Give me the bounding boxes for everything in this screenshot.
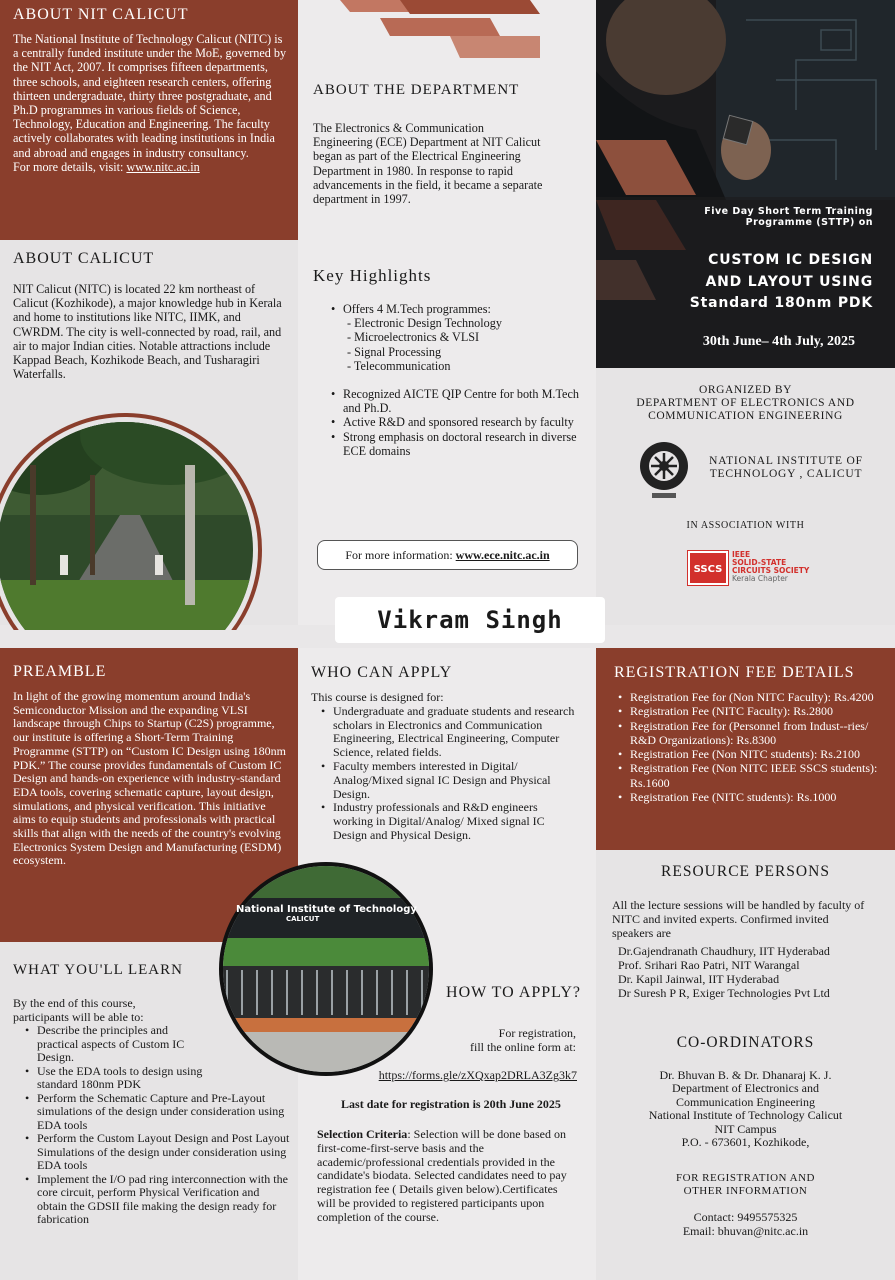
- more-info-label: For more information:: [345, 548, 453, 562]
- contact-details: [596, 1210, 895, 1238]
- preamble-title: PREAMBLE: [13, 663, 107, 680]
- who-intro: This course is designed for:: [311, 690, 444, 704]
- programme-item: - Telecommunication: [347, 358, 451, 373]
- about-calicut-body: NIT Calicut (NITC) is located 22 km northeast of Calicut (Kozhikode), a major knowledge hub in Kerala and home to institutions like NITC, IIMK, and CWRDM. The city is well-connected by road, rail, and air to major Indian cities. Notable attractions include Kappad Beach, Kozhikode Beach, and Tusharagiri Waterfalls.: [13, 282, 282, 382]
- who-item: • Industry professionals and R&D engineers working in Digital/Analog/ Mixed signal IC Design and Physical Design.: [317, 801, 557, 842]
- selection-criteria: Selection Criteria: Selection will be done based on first-come-first-serve basis and the academic/professional credentials provided in the candidate's biodata. Selected candidates need to pay registration fee ( Details given below).Certificates will be provided to registered participants upon completion of the course.: [317, 1127, 567, 1224]
- who-list: [317, 705, 591, 843]
- about-nit-more-label: For more details, visit:: [13, 159, 124, 174]
- who-item: • Faculty members interested in Digital/ Analog/Mixed signal IC Design and Physical Design.: [317, 760, 552, 801]
- registration-form-link[interactable]: https://forms.gle/zXQxap2DRLA3Zg3k7: [378, 1068, 577, 1082]
- fee-item: • Registration Fee for (Non NITC Faculty): Rs.4200: [614, 690, 887, 704]
- highlights-list: [327, 302, 583, 458]
- learn-item: • Perform the Custom Layout Design and Post Layout Simulations of the design under consideration using EDA tools: [21, 1132, 291, 1173]
- campus-sign-text: National Institute of Technology CALICUT: [236, 904, 417, 923]
- highlight-item: • Recognized AICTE QIP Centre for both M.Tech and Ph.D.: [327, 387, 583, 415]
- highlights-block: [313, 266, 583, 458]
- about-nit-body: The National Institute of Technology Calicut (NITC) is a centrally funded institute under the MoE, governed by the NIT Act, 2007. It comprises fifteen departments, three schools, and eighteen research centers, offering thirteen undergraduate, thirty three postgraduate, and Ph.D programmes in various fields of Science, Technology, Education and Engineering. The faculty actively collaborates with leading institutions in India and abroad and engages in industry consultancy.: [13, 32, 287, 160]
- registration-info-label: FOR REGISTRATION AND OTHER INFORMATION: [676, 1171, 815, 1197]
- learn-item: • Implement the I/O pad ring interconnection with the core circuit, perform Physical Verification and obtain the GDSII file making the design ready for fabrication: [21, 1173, 291, 1227]
- fee-item: • Registration Fee (Non NITC IEEE SSCS students): Rs.1600: [614, 761, 887, 790]
- programme-list: [343, 316, 583, 373]
- speaker-item: Dr. Kapil Jainwal, IIT Hyderabad: [618, 971, 780, 986]
- name-banner: Vikram Singh: [335, 597, 605, 643]
- fee-item: • Registration Fee (Non NITC students): Rs.2100: [614, 747, 887, 761]
- preamble-body: In light of the growing momentum around India's Semiconductor Mission and the expanding VLSI landscape through Chips to Startup (C2S) programme, our institute is offering a Short-Term Training Programme (STTP) on “Custom IC Design using 180nm PDK.” The course provides fundamentals of Custom IC Design and hands-on experience with industry-standard EDA tools, covering schematic capture, layout design, simulations, and physical verification. This initiative aims to equip students and professionals with practical skills that align with the needs of the country's evolving Electronics System Design and Manufacturing (ESDM) ecosystem.: [13, 689, 286, 868]
- programme-item: - Electronic Design Technology: [347, 316, 502, 331]
- organizer-panel: [596, 368, 895, 625]
- programme-item: - Signal Processing: [347, 344, 442, 359]
- nit-name: NATIONAL INSTITUTE OF TECHNOLOGY , CALICUT: [709, 455, 863, 480]
- about-calicut-title: ABOUT CALICUT: [13, 250, 155, 267]
- about-nit-title: ABOUT NIT CALICUT: [13, 6, 189, 23]
- fee-item: • Registration Fee (NITC Faculty): Rs.2800: [614, 704, 887, 718]
- registration-deadline: Last date for registration is 20th June 2025: [341, 1097, 561, 1111]
- contact-email[interactable]: Email: bhuvan@nitc.ac.in: [682, 1223, 809, 1238]
- coordinators-details: Dr. Bhuvan B. & Dr. Dhanaraj K. J. Department of Electronics and Communication Engineering National Institute of Technology Calicut NIT Campus P.O. - 673601, Kozhikode,: [648, 1067, 843, 1150]
- resource-title: RESOURCE PERSONS: [661, 863, 830, 880]
- who-block: [311, 664, 591, 843]
- about-dept-block: [313, 82, 563, 206]
- apply-title: HOW TO APPLY?: [446, 984, 581, 1001]
- fees-list: [614, 690, 887, 804]
- learn-item: • Use the EDA tools to design using standard 180nm PDK: [21, 1065, 231, 1092]
- speaker-item: Prof. Srihari Rao Patri, NIT Warangal: [618, 958, 800, 973]
- fees-title: REGISTRATION FEE DETAILS: [614, 664, 855, 681]
- more-info-box: [317, 540, 578, 570]
- learn-title: WHAT YOU'LL LEARN: [13, 962, 183, 978]
- resource-panel: [596, 850, 895, 1280]
- nitc-website-link[interactable]: www.nitc.ac.in: [126, 159, 200, 174]
- organized-by: ORGANIZED BY DEPARTMENT OF ELECTRONICS AND COMMUNICATION ENGINEERING: [636, 384, 855, 422]
- resource-intro: All the lecture sessions will be handled by faculty of NITC and invited experts. Confirmed invited speakers are: [612, 898, 865, 940]
- ieee-sscs-label: IEEE SOLID-STATE CIRCUITS SOCIETY Kerala Chapter: [732, 550, 810, 583]
- nitc-logo-icon: [638, 440, 690, 502]
- decor-stripes-top: [340, 0, 540, 60]
- about-nit-panel: [0, 0, 298, 240]
- hero-subtitle: Five Day Short Term Training Programme (STTP) on: [704, 206, 873, 228]
- fee-item: • Registration Fee (NITC students): Rs.1000: [614, 790, 887, 804]
- hero-panel: [596, 0, 895, 368]
- highlight-offer: • Offers 4 M.Tech programmes: - Electronic Design Technology - Microelectronics & VLSI - Signal Processing - Telecommunication: [327, 302, 583, 373]
- learn-item: • Perform the Schematic Capture and Pre-Layout simulations of the design under consideration using EDA tools: [21, 1092, 291, 1133]
- fees-panel: [596, 648, 895, 850]
- sscs-logo: SSCS: [688, 551, 728, 585]
- hero-title: CUSTOM IC DESIGN AND LAYOUT USING Standard 180nm PDK: [689, 252, 873, 311]
- programme-item: - Microelectronics & VLSI: [347, 330, 480, 345]
- learn-item: • Describe the principles and practical aspects of Custom IC Design.: [21, 1024, 211, 1065]
- contact-phone: Contact: 9495575325: [693, 1209, 798, 1224]
- about-dept-body: The Electronics & Communication Engineering (ECE) Department at NIT Calicut began as part of the Electrical Engineering Department in 1980. In response to rapid advancements in the field, it became a separate department in 1997.: [313, 121, 543, 207]
- coordinators-title: CO-ORDINATORS: [676, 1033, 815, 1051]
- highlight-item: • Strong emphasis on doctoral research in diverse ECE domains: [327, 430, 583, 458]
- who-item: • Undergraduate and graduate students and research scholars in Electronics and Communication Engineering, Electrical Engineering, Computer Science, related fields.: [317, 705, 591, 760]
- campus-road-image: [0, 405, 275, 630]
- learn-intro: By the end of this course, participants will be able to:: [13, 996, 144, 1024]
- association-label: IN ASSOCIATION WITH: [686, 520, 805, 531]
- apply-block: [311, 984, 591, 1225]
- apply-instructions: For registration, fill the online form at:: [470, 1026, 576, 1054]
- about-dept-title: ABOUT THE DEPARTMENT: [313, 82, 520, 98]
- ece-website-link[interactable]: www.ece.nitc.ac.in: [455, 548, 550, 562]
- highlight-item: • Active R&D and sponsored research by faculty: [327, 415, 583, 429]
- hero-dates: 30th June– 4th July, 2025: [702, 334, 855, 349]
- who-title: WHO CAN APPLY: [311, 664, 453, 681]
- speaker-list: [596, 945, 895, 1000]
- speaker-item: Dr Suresh P R, Exiger Technologies Pvt Ltd: [618, 985, 830, 1000]
- fee-item: • Registration Fee for (Personnel from Indust--ries/ R&D Organizations): Rs.8300: [614, 719, 887, 748]
- speaker-item: Dr.Gajendranath Chaudhury, IIT Hyderabad: [618, 944, 830, 959]
- highlights-title: Key Highlights: [313, 266, 432, 285]
